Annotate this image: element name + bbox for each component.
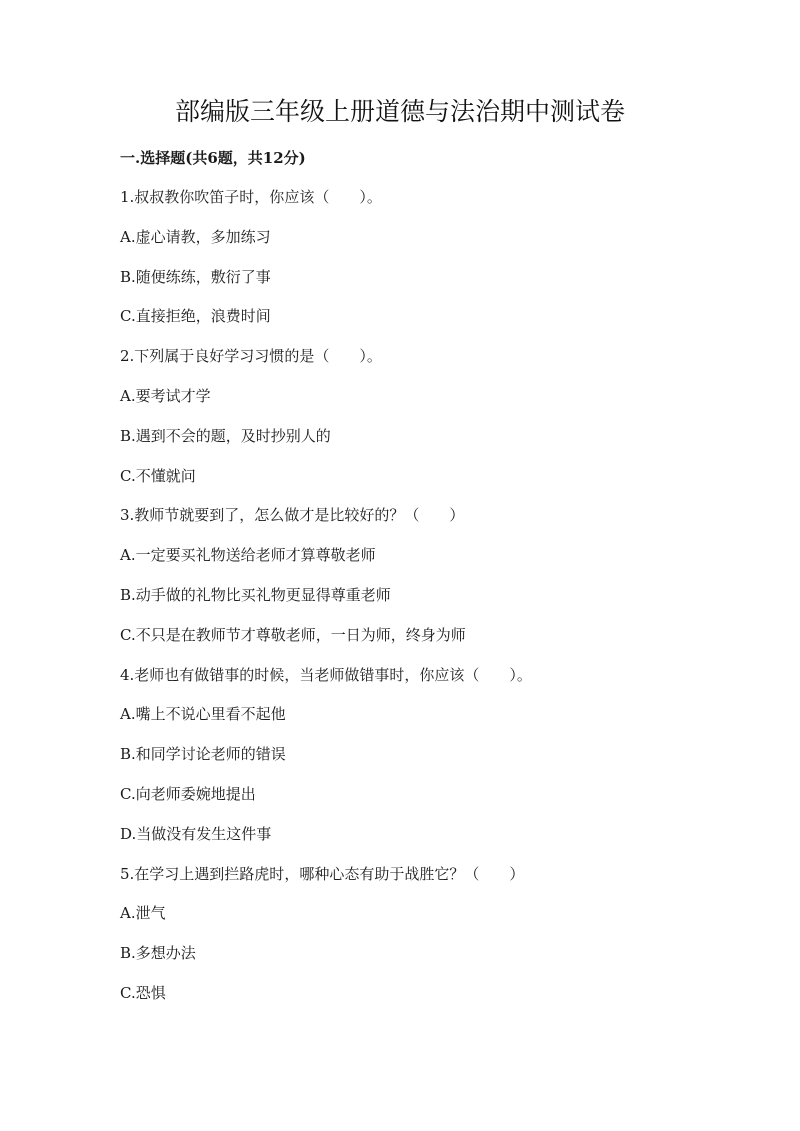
question-list (120, 185, 720, 1021)
question-2-option-c: C.不懂就问 (120, 466, 196, 485)
question-3-option-c: C.不只是在教师节才尊敬老师，一日为师，终身为师 (120, 625, 466, 644)
question-3-option-b: B.动手做的礼物比买礼物更显得尊重老师 (120, 585, 391, 604)
question-5-option-a: A.泄气 (120, 904, 166, 923)
question-1-option-a: A.虚心请教，多加练习 (120, 227, 271, 246)
question-3-stem: 3.教师节就要到了，怎么做才是比较好的？（ ） (120, 506, 465, 525)
question-1-option-c: C.直接拒绝，浪费时间 (120, 307, 271, 326)
question-5-option-b: B.多想办法 (120, 944, 196, 963)
question-5-option-c: C.恐惧 (120, 983, 166, 1002)
exam-title: 部编版三年级上册道德与法治期中测试卷 (174, 97, 625, 126)
question-4-stem: 4.老师也有做错事的时候，当老师做错事时，你应该（ ）。 (120, 665, 532, 684)
question-4-option-a: A.嘴上不说心里看不起他 (120, 705, 286, 724)
question-3-option-a: A.一定要买礼物送给老师才算尊敬老师 (120, 546, 376, 565)
question-4-option-b: B.和同学讨论老师的错误 (120, 745, 286, 764)
question-2-option-b: B.遇到不会的题，及时抄别人的 (120, 426, 331, 445)
question-4-option-d: D.当做没有发生这件事 (120, 824, 272, 843)
question-1-stem: 1.叔叔教你吹笛子时，你应该（ ）。 (120, 188, 382, 206)
question-2-option-a: A.要考试才学 (120, 386, 211, 405)
question-4-option-c: C.向老师委婉地提出 (120, 784, 256, 803)
section-heading: 一.选择题(共6题，共12分) (120, 149, 306, 167)
question-5-stem: 5.在学习上遇到拦路虎时，哪种心态有助于战胜它？（ ） (120, 864, 525, 883)
question-2-stem: 2.下列属于良好学习习惯的是（ ）。 (120, 347, 382, 366)
question-1-option-b: B.随便练练，敷衍了事 (120, 267, 271, 286)
